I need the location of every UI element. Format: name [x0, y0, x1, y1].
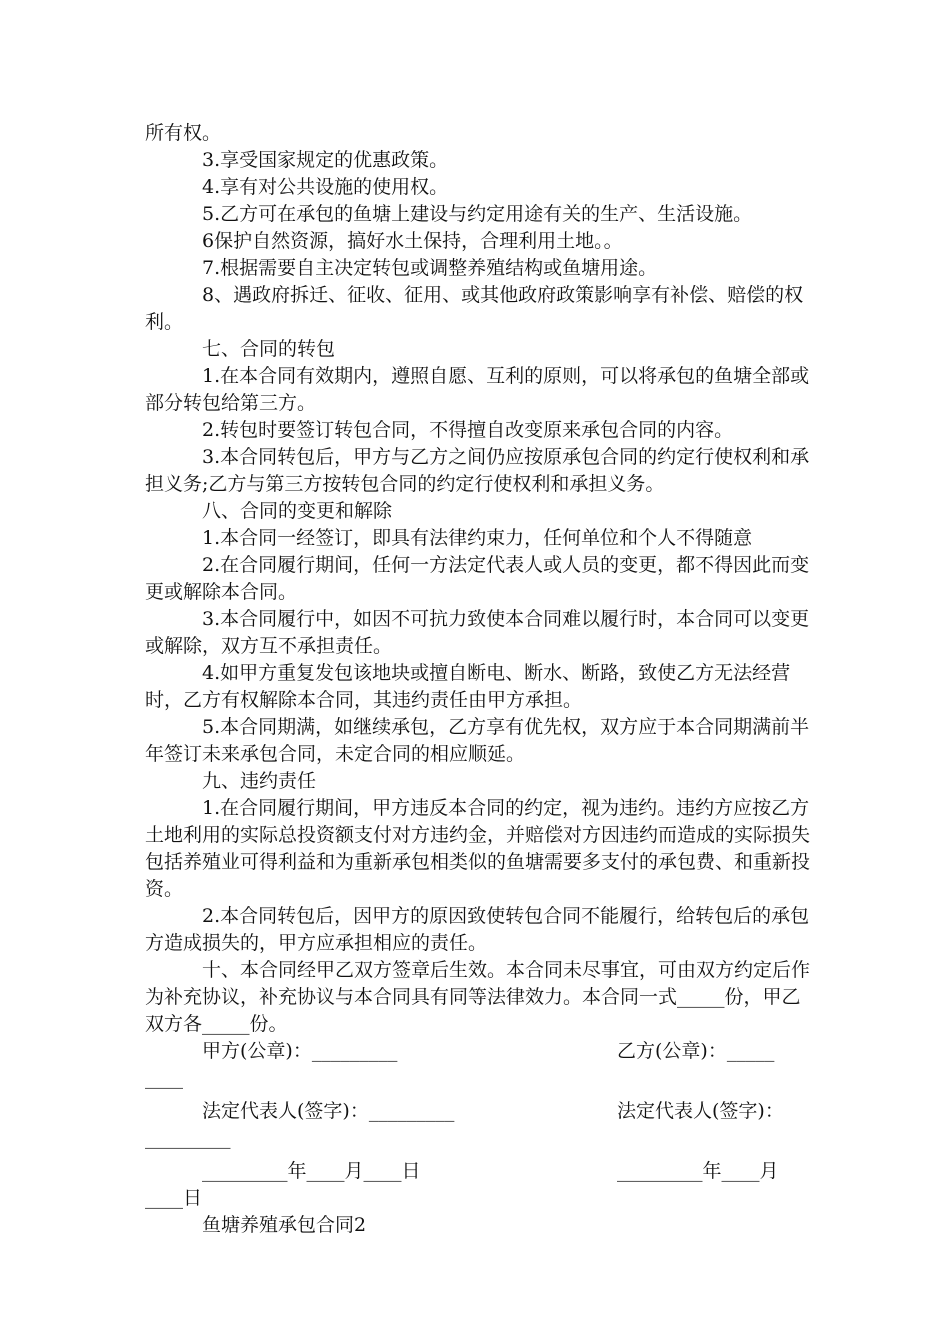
- date-signature-row: [145, 1158, 810, 1185]
- paragraph: 5.本合同期满，如继续承包，乙方享有优先权，双方应于本合同期满前半年签订未来承包合同，未定合同的相应顺延。: [145, 716, 810, 765]
- paragraph: 5.乙方可在承包的鱼塘上建设与约定用途有关的生产、生活设施。: [202, 203, 753, 225]
- paragraph: 3.享受国家规定的优惠政策。: [202, 149, 449, 171]
- paragraph: 3.本合同转包后，甲方与乙方之间仍应按原承包合同的约定行使权利和承担义务;乙方与第三方按转包合同的约定行使权利和承担义务。: [145, 446, 810, 495]
- party-a-seal-line: 甲方(公章)：_________: [202, 1040, 398, 1062]
- representative-signature-row: [145, 1098, 810, 1125]
- paragraph: 1.在合同履行期间，甲方违反本合同的约定，视为违约。违约方应按乙方土地利用的实际总投资额支付对方违约金，并赔偿对方因违约而造成的实际损失包括养殖业可得利益和为重新承包相类似的鱼塘需要多支付的承包费、和重新投资。: [145, 797, 811, 900]
- paragraph: 4.享有对公共设施的使用权。: [202, 176, 449, 198]
- paragraph: 1.本合同一经签订，即具有法律约束力，任何单位和个人不得随意: [202, 527, 753, 549]
- next-contract-title: 鱼塘养殖承包合同2: [202, 1214, 367, 1236]
- section-heading: 九、违约责任: [202, 770, 317, 792]
- section-heading: 八、合同的变更和解除: [202, 500, 393, 522]
- paragraph: 3.本合同履行中，如因不可抗力致使本合同难以履行时，本合同可以变更或解除，双方互不承担责任。: [145, 608, 810, 657]
- paragraph: 6保护自然资源，搞好水土保持，合理利用土地。。: [202, 230, 623, 252]
- party-b-date-line-tail: ____日: [145, 1187, 203, 1209]
- party-b-date-line: _________年____月: [617, 1160, 779, 1182]
- paragraph: 1.在本合同有效期内，遵照自愿、互利的原则，可以将承包的鱼塘全部或部分转包给第三方。: [145, 365, 810, 414]
- party-a-representative-line: 法定代表人(签字)：_________: [202, 1100, 455, 1122]
- party-b-representative-line: 法定代表人(签字)：: [617, 1100, 784, 1122]
- contract-body: [145, 120, 810, 1239]
- paragraph: 4.如甲方重复发包该地块或擅自断电、断水、断路，致使乙方无法经营时，乙方有权解除本合同，其违约责任由甲方承担。: [145, 662, 791, 711]
- section-heading: 七、合同的转包: [202, 338, 336, 360]
- paragraph: 2.本合同转包后，因甲方的原因致使转包合同不能履行，给转包后的承包方造成损失的，甲方应承担相应的责任。: [145, 905, 810, 954]
- paragraph: 7.根据需要自主决定转包或调整养殖结构或鱼塘用途。: [202, 257, 658, 279]
- party-b-seal-line: 乙方(公章)：_____: [617, 1040, 775, 1062]
- seal-signature-row: [145, 1038, 810, 1065]
- paragraph: 十、本合同经甲乙双方签章后生效。本合同未尽事宜，可由双方约定后作为补充协议，补充协议与本合同具有同等法律效力。本合同一式_____份，甲乙双方各_____份。: [145, 959, 811, 1035]
- paragraph: 所有权。: [145, 122, 222, 144]
- party-b-representative-line-tail: _________: [145, 1127, 231, 1149]
- paragraph: 2.转包时要签订转包合同，不得擅自改变原来承包合同的内容。: [202, 419, 734, 441]
- paragraph: 8、遇政府拆迁、征收、征用、或其他政府政策影响享有补偿、赔偿的权利。: [145, 284, 804, 333]
- paragraph: 2.在合同履行期间，任何一方法定代表人或人员的变更，都不得因此而变更或解除本合同。: [145, 554, 810, 603]
- party-b-seal-line-tail: ____: [145, 1067, 183, 1089]
- party-a-date-line: _________年____月____日: [202, 1160, 421, 1182]
